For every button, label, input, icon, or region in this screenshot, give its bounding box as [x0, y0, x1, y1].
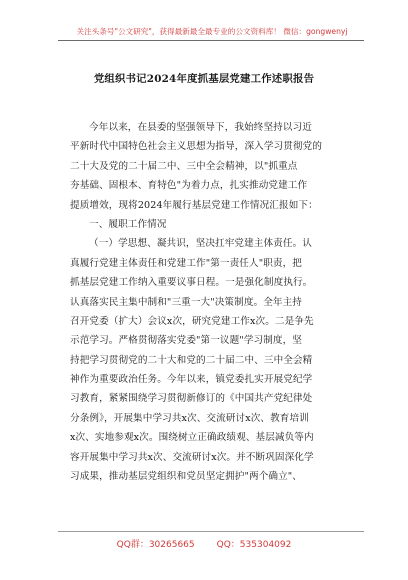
paragraph-line: 持把学习贯彻党的二十大和党的二十届二中、三中全会精: [70, 354, 313, 366]
qq-number-text: QQ：535304092: [216, 540, 292, 550]
header-divider: [58, 40, 364, 41]
paragraph-line: 抓基层党建工作纳入重要议事日程。一是强化制度执行。: [70, 277, 313, 289]
promo-header: 关注头条号"公文研究"，获得最新最全最专业的公文资料库！ 微信：gongwenyj: [76, 27, 348, 36]
document-title: 党组织书记2024年度抓基层党建工作述职报告: [93, 73, 315, 85]
paragraph-line: 今年以来，在县委的坚强领导下，我始终坚持以习近: [89, 122, 312, 133]
document-body: [70, 118, 352, 486]
paragraph-line: 提质增效，现将2024年履行基层党建工作情况汇报如下：: [70, 199, 318, 211]
paragraph-line: 认真落实民主集中制和"三重一大"决策制度。全年主持: [70, 296, 302, 308]
paragraph-line: 示范学习。严格贯彻落实党委"第一议题"学习制度，坚: [70, 335, 302, 347]
paragraph-line: 夯基础、固根本、育特色"为着力点，扎实推动党建工作: [70, 180, 308, 192]
paragraph-line: 分条例》，开展集中学习共x次、交流研讨x次、教育培训: [70, 412, 309, 424]
paragraph-line: 召开党委（扩大）会议x次，研究党建工作x次。二是争先: [70, 315, 314, 327]
paragraph-line: 习成果，推动基层党组织和党员坚定拥护"两个确立"、: [70, 471, 302, 483]
paragraph-line: 平新时代中国特色社会主义思想为指导，深入学习贯彻党的: [70, 141, 323, 153]
paragraph-line: 习教育，紧紧围绕学习贯彻新修订的《中国共产党纪律处: [70, 393, 313, 405]
paragraph-line: 真履行党建主体责任和党建工作"第一责任人"职责，把: [70, 257, 302, 269]
contact-footer: [0, 537, 408, 550]
paragraph-line: 神作为重要政治任务。今年以来，镇党委扎实开展党纪学: [70, 374, 313, 386]
paragraph-line: （一）学思想、凝共识，坚决扛牢党建主体责任。认: [89, 238, 312, 250]
footer-divider: [58, 531, 364, 532]
section-heading: 一、履职工作情况: [89, 218, 167, 230]
paragraph-line: 容开展集中学习共x次、交流研讨x次。并不断巩固深化学: [70, 451, 314, 463]
paragraph-line: 二十大及党的二十届二中、三中全会精神，以"抓重点: [70, 160, 298, 172]
qq-group-text: QQ群：30265665: [116, 540, 195, 550]
paragraph-line: x次、实地参观x次。围绕树立正确政绩观、基层减负等内: [70, 432, 314, 444]
